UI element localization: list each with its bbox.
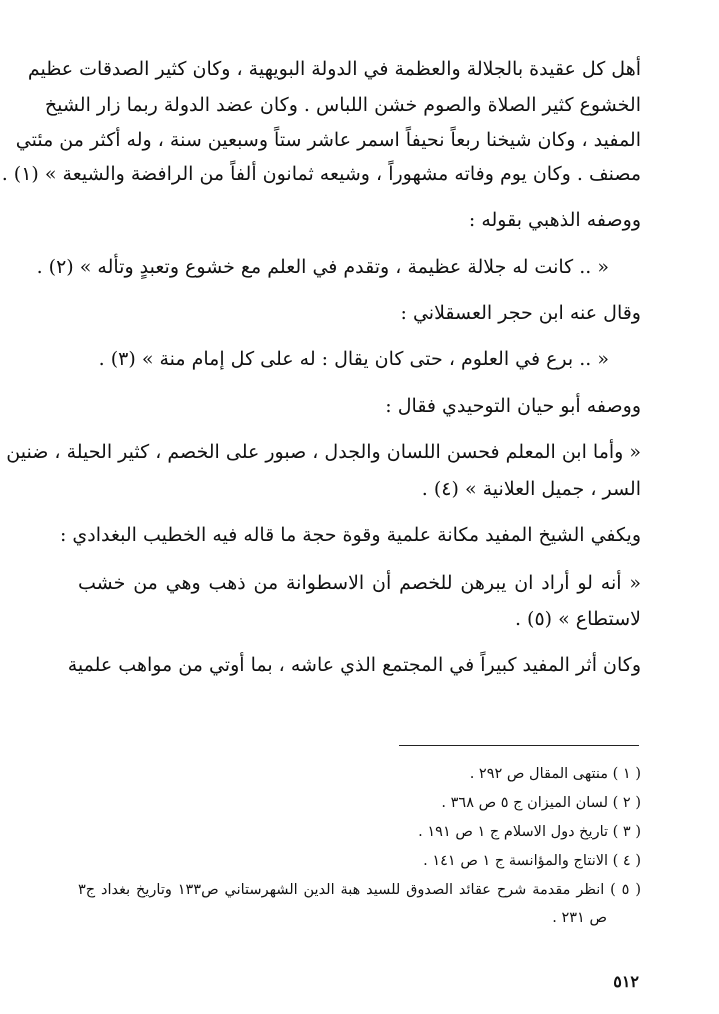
quote-tawhidi-line-2: السر ، جميل العلانية » (٤) . [421,478,641,500]
body-line-1: أهل كل عقيدة بالجلالة والعظمة في الدولة البويهية ، وكان كثير الصدقات عظيم [27,58,641,80]
body-line-12: ويكفي الشيخ المفيد مكانة علمية وقوة حجة ما قاله فيه الخطيب البغدادي : [59,524,641,546]
quote-dhahabi: « .. كانت له جلالة عظيمة ، وتقدم في العلم مع خشوع وتعبدٍ وتأله » (٢) . [36,256,609,278]
body-line-5: ووصفه الذهبي بقوله : [468,209,641,231]
body-line-2: الخشوع كثير الصلاة والصوم خشن اللباس . وكان عضد الدولة ربما زار الشيخ [44,94,641,116]
body-line-15: وكان أثر المفيد كبيراً في المجتمع الذي عاشه ، بما أوتي من مواهب علمية [67,654,641,676]
quote-ibn-hajar: « .. برع في العلوم ، حتى كان يقال : له على كل إمام منة » (٣) . [98,348,609,370]
body-line-9: ووصفه أبو حيان التوحيدي فقال : [385,395,641,417]
quote-tawhidi-line-1: « وأما ابن المعلم فحسن اللسان والجدل ، صبور على الخصم ، كثير الحيلة ، ضنين [6,441,641,463]
body-line-4: مصنف . وكان يوم وفاته مشهوراً ، وشيعه ثمانون ألفاً من الرافضة والشيعة » (١) . [1,163,641,185]
page-number: ٥١٢ [613,972,639,991]
quote-baghdadi-line-2: لاستطاع » (٥) . [514,608,641,630]
footnote-5: ( ٥ ) انظر مقدمة شرح عقائد الصدوق للسيد هبة الدين الشهرستاني ص١٣٣ وتاريخ بغداد ج٣ [78,882,641,898]
body-line-3: المفيد ، وكان شيخنا ربعاً نحيفاً اسمر عاشر ستاً وسبعين سنة ، وله أكثر من مئتي [15,129,641,151]
quote-baghdadi-line-1: « أنه لو أراد ان يبرهن للخصم أن الاسطوانة من ذهب وهي من خشب [78,572,641,594]
footnote-2: ( ٢ ) لسان الميزان ج ٥ ص ٣٦٨ . [441,795,641,811]
footnote-4: ( ٤ ) الانتاج والمؤانسة ج ١ ص ١٤١ . [423,853,641,869]
footnote-3: ( ٣ ) تاريخ دول الاسلام ج ١ ص ١٩١ . [418,824,641,840]
body-line-7: وقال عنه ابن حجر العسقلاني : [400,302,641,324]
footnote-1: ( ١ ) منتهى المقال ص ٢٩٢ . [469,766,641,782]
footnote-5-continuation: ص ٢٣١ . [552,910,607,926]
footnote-separator [399,745,639,746]
